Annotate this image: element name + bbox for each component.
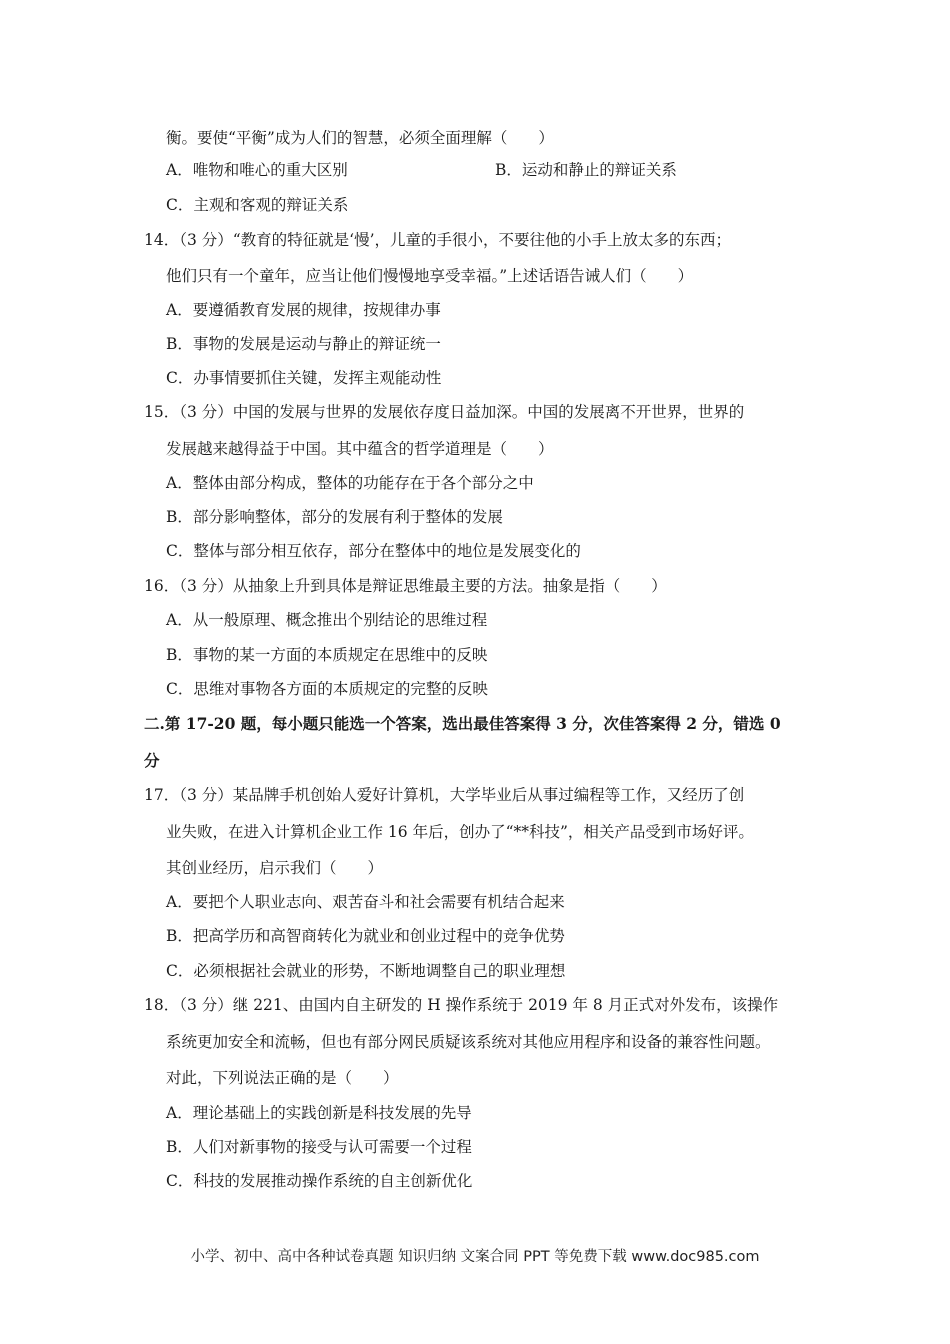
q14-stem: 14．（3 分）“教育的特征就是‘慢’，儿童的手很小，不要往他的小手上放太多的东西；: [144, 231, 732, 249]
section-2-heading-continuation: 分: [144, 751, 160, 770]
q14-stem-continuation: 他们只有一个童年，应当让他们慢慢地享受幸福。”上述话语告诫人们（ ）: [166, 267, 694, 285]
section-2-heading: 二.第 17-20 题，每小题只能选一个答案，选出最佳答案得 3 分，次佳答案得 2 分，错选 0: [144, 714, 781, 733]
q13-option-b: B．运动和静止的辩证关系: [495, 161, 677, 179]
q17-option-b: B．把高学历和高智商转化为就业和创业过程中的竞争优势: [166, 927, 565, 945]
q18-option-c: C．科技的发展推动操作系统的自主创新优化: [166, 1172, 473, 1190]
q17-option-a: A．要把个人职业志向、艰苦奋斗和社会需要有机结合起来: [166, 893, 565, 911]
q13-option-a: A．唯物和唯心的重大区别: [166, 161, 348, 179]
q15-option-c: C．整体与部分相互依存，部分在整体中的地位是发展变化的: [166, 542, 581, 560]
q18-option-a: A．理论基础上的实践创新是科技发展的先导: [166, 1104, 472, 1122]
q18-option-b: B．人们对新事物的接受与认可需要一个过程: [166, 1138, 472, 1156]
q17-stem: 17．（3 分）某品牌手机创始人爱好计算机，大学毕业后从事过编程等工作，又经历了创: [144, 786, 745, 804]
q18-stem-continuation-1: 系统更加安全和流畅，但也有部分网民质疑该系统对其他应用程序和设备的兼容性问题。: [166, 1033, 771, 1051]
q15-stem: 15．（3 分）中国的发展与世界的发展依存度日益加深。中国的发展离不开世界，世界的: [144, 403, 745, 421]
q17-stem-continuation-1: 业失败，在进入计算机企业工作 16 年后，创办了“**科技”，相关产品受到市场好评。: [166, 823, 754, 841]
q17-stem-continuation-2: 其创业经历，启示我们（ ）: [166, 859, 384, 877]
q14-option-c: C．办事情要抓住关键，发挥主观能动性: [166, 369, 442, 387]
q16-option-a: A．从一般原理、概念推出个别结论的思维过程: [166, 611, 488, 629]
page-footer: 小学、初中、高中各种试卷真题 知识归纳 文案合同 PPT 等免费下载 www.doc985.com: [190, 1249, 760, 1265]
q14-option-b: B．事物的发展是运动与静止的辩证统一: [166, 335, 441, 353]
q13-option-c: C．主观和客观的辩证关系: [166, 196, 349, 214]
q15-option-a: A．整体由部分构成，整体的功能存在于各个部分之中: [166, 474, 534, 492]
q15-stem-continuation: 发展越来越得益于中国。其中蕴含的哲学道理是（ ）: [166, 440, 554, 458]
q16-option-c: C．思维对事物各方面的本质规定的完整的反映: [166, 680, 488, 698]
q15-option-b: B．部分影响整体，部分的发展有利于整体的发展: [166, 508, 503, 526]
q13-stem-continuation: 衡。要使“平衡”成为人们的智慧，必须全面理解（ ）: [166, 129, 554, 147]
q16-stem: 16．（3 分）从抽象上升到具体是辩证思维最主要的方法。抽象是指（ ）: [144, 577, 667, 595]
q16-option-b: B．事物的某一方面的本质规定在思维中的反映: [166, 646, 488, 664]
q14-option-a: A．要遵循教育发展的规律，按规律办事: [166, 301, 441, 319]
q18-stem: 18．（3 分）继 221、由国内自主研发的 H 操作系统于 2019 年 8 月正式对外发布，该操作: [144, 996, 779, 1014]
q17-option-c: C．必须根据社会就业的形势，不断地调整自己的职业理想: [166, 962, 566, 980]
q18-stem-continuation-2: 对此，下列说法正确的是（ ）: [166, 1069, 399, 1087]
